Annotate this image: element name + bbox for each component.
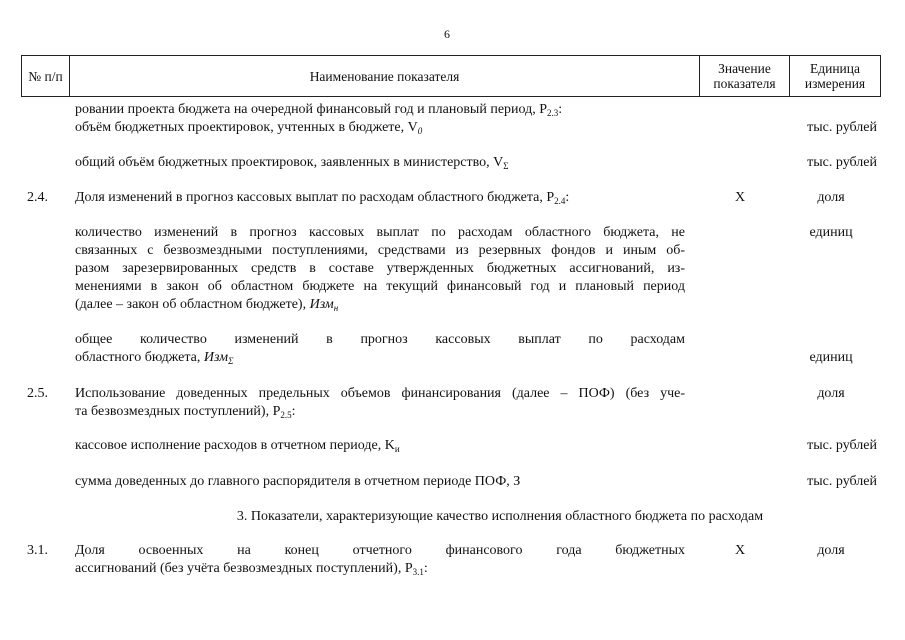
row-number-3-1: 3.1. [27,543,48,558]
row-3-1-line-1: Доля освоенных на конец отчетного финансового года бюджетных [75,543,685,558]
row-cash-execution-unit: тыс. рублей [807,438,877,453]
row-2-5-line-2: та безвозмездных поступлений), $P_{2.5}$: [75,404,296,420]
row-changes-unit: единиц [809,225,853,240]
row-number-2-5: 2.5. [27,386,48,401]
row-budget-planned-unit: тыс. рублей [807,120,877,135]
row-changes-line-2: связанных с безвозмездными поступлениями, средствами из резервных фондов и иным об- [75,243,685,258]
row-2-5-line-1: Использование доведенных предельных объемов финансирования (далее – ПОФ) (без уче- [75,386,685,401]
row-changes-line-5: (далее – закон об областном бюджете), Изм$_н$ [75,297,339,313]
row-continuation-text: ровании проекта бюджета на очередной финансовый год и плановый период, $P_{2.3}$: [75,102,563,118]
row-number-2-4: 2.4. [27,190,48,205]
table-header [21,55,881,97]
row-2-4-text: Доля изменений в прогноз кассовых выплат по расходам областного бюджета, $P_{2.4}$: [75,190,570,206]
header-col-value: Значение показателя [700,56,790,96]
row-3-1-value: X [734,543,746,558]
row-total-changes-unit: единиц [809,350,853,365]
row-changes-line-4: менениями в закон об областном бюджете на текущий финансовый год и плановый период [75,279,685,294]
header-col-unit: Единица измерения [804,61,866,91]
row-budget-planned-text: объём бюджетных проектировок, учтенных в бюджете, $V_0$ [75,120,423,136]
page-number: 6 [444,27,450,41]
row-3-1-unit: доля [817,543,845,558]
row-total-changes-line-1: общее количество изменений в прогноз кассовых выплат по расходам [75,332,685,347]
row-budget-requested-unit: тыс. рублей [807,155,877,170]
row-cash-execution-text: кассовое исполнение расходов в отчетном периоде, $K_и$ [75,438,400,454]
row-changes-line-3: разом зарезервированных средств в составе утвержденных бюджетных ассигнований, из- [75,261,685,276]
row-2-4-value: X [734,190,746,205]
row-pof-amount-text: сумма доведенных до главного распорядителя в отчетном периоде ПОФ, З [75,474,521,489]
header-col-name: Наименование показателя [70,56,700,96]
row-pof-amount-unit: тыс. рублей [807,474,877,489]
row-total-changes-line-2: областного бюджета, Изм$_\Sigma$ [75,350,234,366]
header-col-number: № п/п [22,56,70,96]
row-3-1-line-2: ассигнований (без учёта безвозмездных поступлений), $P_{3.1}$: [75,561,428,577]
row-budget-requested-text: общий объём бюджетных проектировок, заявленных в министерство, $V_\Sigma$ [75,155,509,171]
row-2-4-unit: доля [817,190,845,205]
section-3-heading: 3. Показатели, характеризующие качество исполнения областного бюджета по расходам [236,509,764,524]
row-2-5-unit: доля [817,386,845,401]
row-changes-line-1: количество изменений в прогноз кассовых выплат по расходам областного бюджета, не [75,225,685,240]
